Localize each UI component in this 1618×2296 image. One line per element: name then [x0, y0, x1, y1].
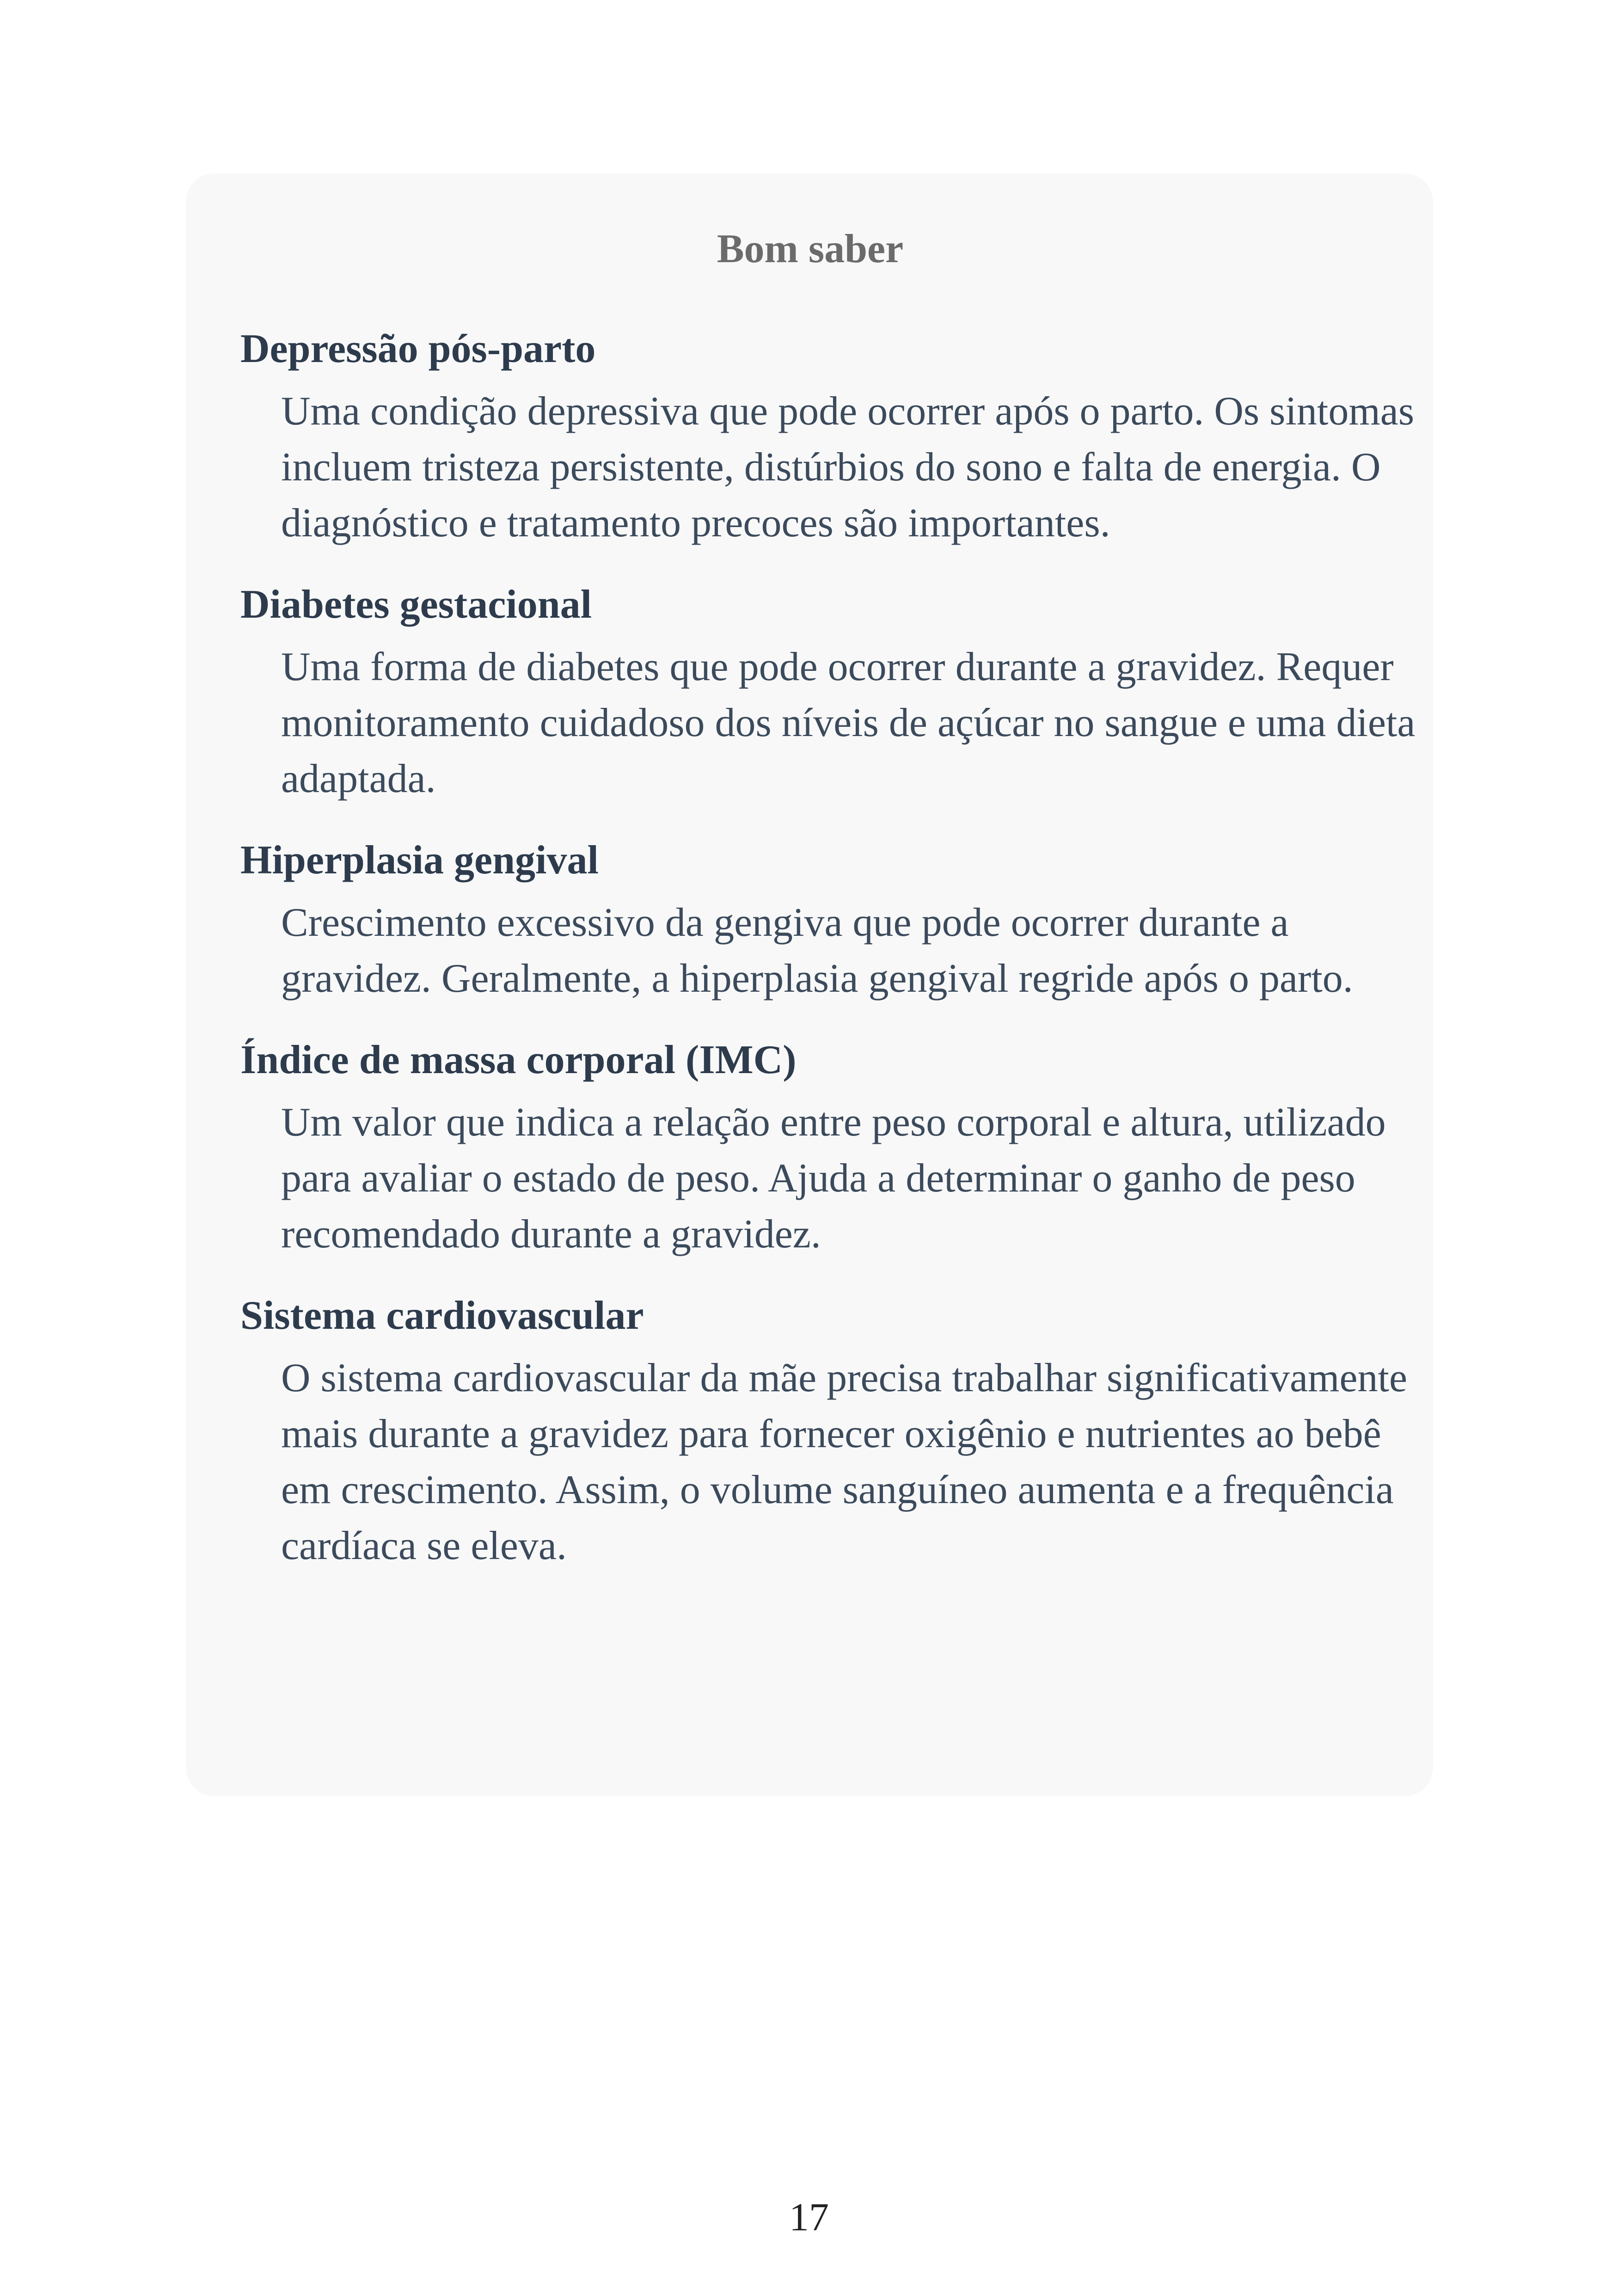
glossary-entry [240, 582, 1416, 807]
glossary-term: Sistema cardiovascular [240, 1293, 644, 1338]
glossary-term: Hiperplasia gengival [240, 838, 599, 883]
info-box [186, 173, 1433, 1796]
page-number: 17 [789, 2195, 829, 2239]
glossary-entry [240, 1293, 1408, 1574]
glossary-entry [240, 840, 1380, 1007]
glossary-definition: Crescimento excessivo da gengiva que pode ocorrer durante a gravidez. Geralmente, a hiperplasia gengival regride após o parto. [281, 900, 1353, 1001]
glossary-definition: O sistema cardiovascular da mãe precisa trabalhar significativamente mais durante a gravidez para fornecer oxigênio e nutrientes ao bebê em crescimento. Assim, o volume sanguíneo aumenta e a frequência cardíaca se eleva. [281, 1356, 1408, 1568]
glossary-definition: Uma condição depressiva que pode ocorrer após o parto. Os sintomas incluem tristeza persistente, distúrbios do sono e falta de energia. O diagnóstico e tratamento precoces são importantes. [281, 389, 1415, 546]
glossary-term: Diabetes gestacional [240, 582, 592, 627]
glossary-term: Índice de massa corporal (IMC) [240, 1037, 797, 1082]
glossary-term: Depressão pós-parto [240, 326, 596, 371]
glossary-entry [240, 1037, 1386, 1262]
box-title: Bom saber [717, 227, 904, 271]
glossary-definition: Um valor que indica a relação entre peso corporal e altura, utilizado para avaliar o estado de peso. Ajuda a determinar o ganho de peso recomendado durante a gravidez. [281, 1100, 1386, 1257]
glossary-entry [240, 326, 1415, 551]
glossary-definition: Uma forma de diabetes que pode ocorrer durante a gravidez. Requer monitoramento cuidadoso dos níveis de açúcar no sangue e uma dieta adaptada. [281, 645, 1416, 801]
